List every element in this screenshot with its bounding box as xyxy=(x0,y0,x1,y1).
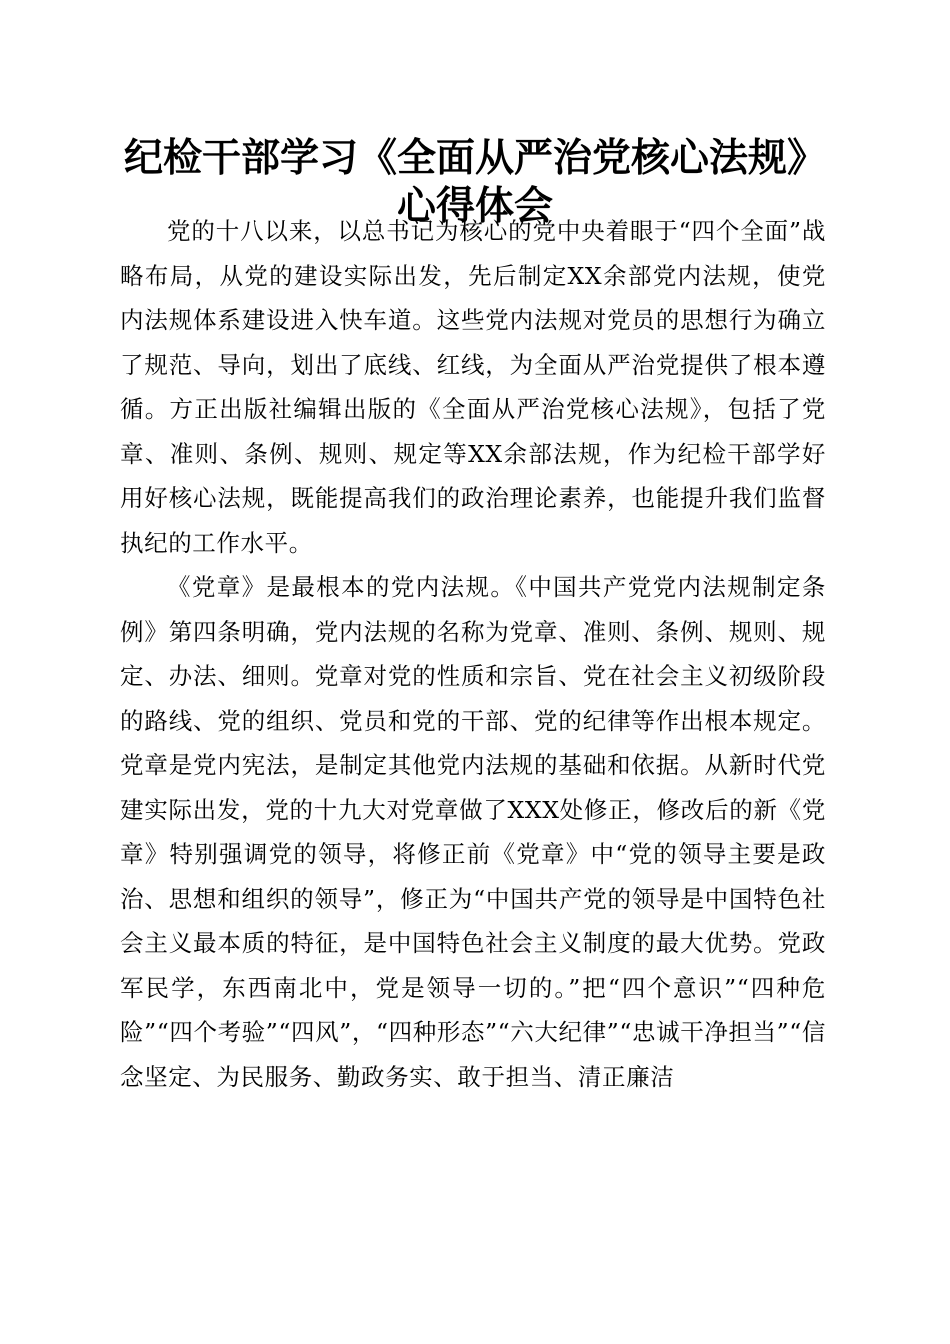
paragraph: 《党章》是最根本的党内法规。《中国共产党党内法规制定条例》第四条明确，党内法规的名称为党章、准则、条例、规则、规定、办法、细则。党章对党的性质和宗旨、党在社会主义初级阶段的路线、党的组织、党员和党的干部、党的纪律等作出根本规定。党章是党内宪法，是制定其他党内法规的基础和依据。从新时代党建实际出发，党的十九大对党章做了XXX处修正，修改后的新《党章》特别强调党的领导，将修正前《党章》中“党的领导主要是政治、思想和组织的领导”，修正为“中国共产党的领导是中国特色社会主义最本质的特征，是中国特色社会主义制度的最大优势。党政军民学，东西南北中，党是领导一切的。”把“四个意识”“四种危险”“四个考验”“四风”，“四种形态”“六大纪律”“忠诚干净担当”“信念坚定、为民服务、勤政务实、敢于担当、清正廉洁 xyxy=(120,573,826,1091)
paragraph: 党的十八以来，以总书记为核心的党中央着眼于“四个全面”战略布局，从党的建设实际出发，先后制定XX余部党内法规，使党内法规体系建设进入快车道。这些党内法规对党员的思想行为确立了规范、导向，划出了底线、红线，为全面从严治党提供了根本遵循。方正出版社编辑出版的《全面从严治党核心法规》，包括了党章、准则、条例、规则、规定等XX余部法规，作为纪检干部学好用好核心法规，既能提高我们的政治理论素养，也能提升我们监督执纪的工作水平。 xyxy=(120,217,826,557)
document-body xyxy=(120,209,826,1099)
document-title: 纪检干部学习《全面从严治党核心法规》心得体会 xyxy=(123,135,826,229)
